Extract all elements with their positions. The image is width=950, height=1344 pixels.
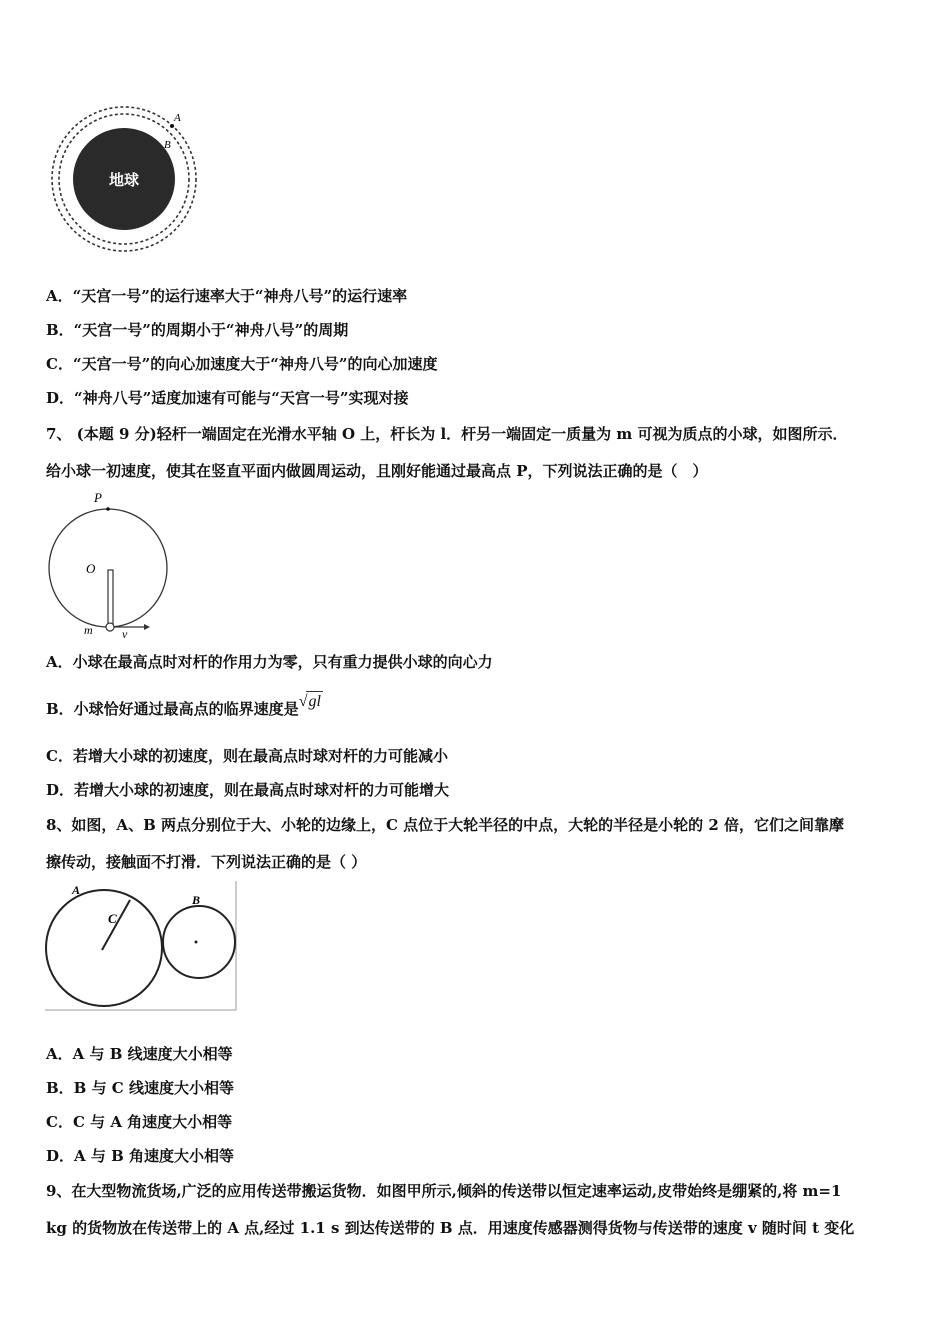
label-p: P [94,490,102,505]
q6-option-a: A．“天宫一号”的运行速率大于“神舟八号”的运行速率 [46,287,408,305]
label-b: B [192,893,201,907]
q7-option-c: C．若增大小球的初速度，则在最高点时球对杆的力可能减小 [46,747,448,765]
q7-option-b [46,693,323,720]
q7-stem-line1: 7、 (本题 9 分)轻杆一端固定在光滑水平轴 O 上，杆长为 l．杆另一端固定一质量为 m 可视为质点的小球，如图所示． [46,425,848,443]
q9-stem-line1: 9、在大型物流货场,广泛的应用传送带搬运货物．如图甲所示,倾斜的传送带以恒定速率运动,皮带始终是绷紧的,将 m=1 [46,1182,842,1200]
q7-option-b-text: B．小球恰好通过最高点的临界速度是 [46,700,299,718]
small-wheel-center [195,941,198,944]
q8-option-a: A．A 与 B 线速度大小相等 [46,1045,233,1063]
q6-option-d: D．“神舟八号”适度加速有可能与“天宫一号”实现对接 [46,389,409,407]
ball [106,623,114,631]
q6-option-c: C．“天宫一号”的向心加速度大于“神舟八号”的向心加速度 [46,355,438,373]
velocity-arrowhead [144,624,150,630]
q8-option-c: C．C 与 A 角速度大小相等 [46,1113,233,1131]
point-p [106,507,110,511]
label-a: A [174,112,181,124]
q8-stem-line2: 擦传动，接触面不打滑．下列说法正确的是（ ） [46,853,367,871]
label-v: v [122,627,128,640]
q6-option-b: B．“天宫一号”的周期小于“神舟八号”的周期 [46,321,349,339]
q8-option-b: B．B 与 C 线速度大小相等 [46,1079,234,1097]
rod-circle-figure [44,488,174,640]
label-o: O [86,561,96,576]
earth-label: 地球 [108,173,140,189]
q7-option-a: A．小球在最高点时对杆的作用力为零，只有重力提供小球的向心力 [46,653,493,671]
earth-orbit-figure [48,104,200,254]
q7-stem-line2: 给小球一初速度，使其在竖直平面内做圆周运动，且刚好能通过最高点 P，下列说法正确的是（ ） [46,462,708,480]
label-b: B [164,139,171,151]
q8-option-d: D．A 与 B 角速度大小相等 [46,1147,234,1165]
label-m: m [84,623,93,637]
point-a [170,124,174,128]
small-wheel [163,906,235,978]
label-c: C [108,911,117,926]
label-a: A [72,883,81,897]
sqrt-gl-formula: √gl [298,693,321,710]
q8-stem-line1: 8、如图，A、B 两点分别位于大、小轮的边缘上，C 点位于大轮半径的中点，大轮的半径是小轮的 2 倍，它们之间靠摩 [46,816,845,834]
wheels-figure [44,880,240,1012]
q9-stem-line2: kg 的货物放在传送带上的 A 点,经过 1.1 s 到达传送带的 B 点．用速度传感器测得货物与传送带的速度 v 随时间 t 变化 [46,1219,855,1237]
rod [108,570,113,626]
q7-option-d: D．若增大小球的初速度，则在最高点时球对杆的力可能增大 [46,781,450,799]
